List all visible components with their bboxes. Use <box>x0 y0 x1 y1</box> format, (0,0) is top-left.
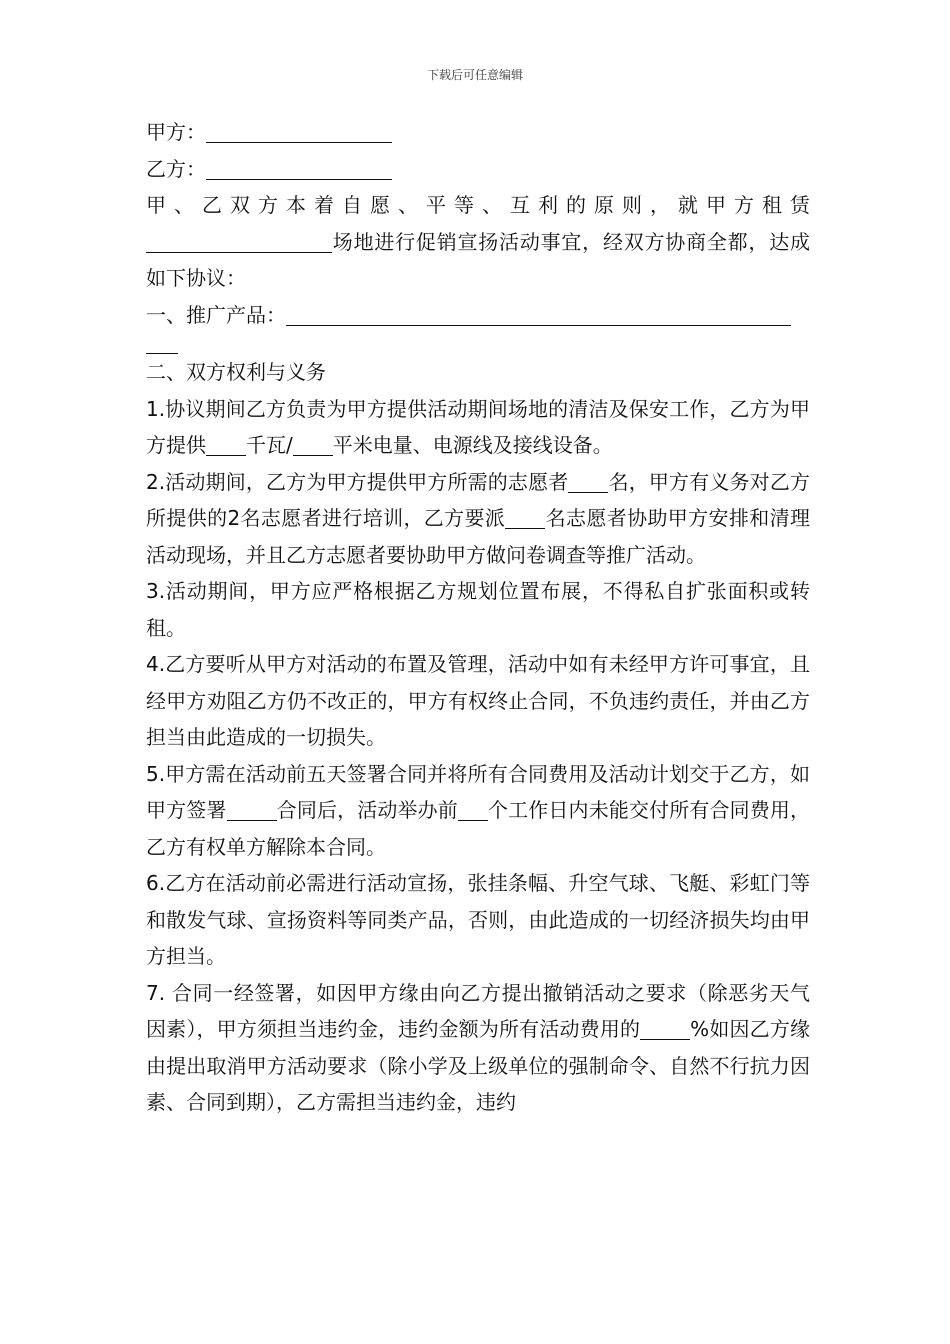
clause-4: 4.乙方要听从甲方对活动的布置及管理，活动中如有未经甲方许可事宜，且经甲方劝阻乙方仍不改正的，甲方有权终止合同，不负违约责任，并由乙方担当由此造成的一切损失。 <box>146 652 810 749</box>
penalty-percent-blank[interactable] <box>640 1019 680 1040</box>
section-product: 一、推广产品： <box>146 297 810 355</box>
party-a-blank[interactable] <box>206 122 392 143</box>
clause-1: 1.协议期间乙方负责为甲方提供活动期间场地的清洁及保安工作，乙方为甲方提供 千瓦/ 平米电量、电源线及接线设备。 <box>146 396 810 457</box>
clause-6: 6.乙方在活动前必需进行活动宣扬，张挂条幅、升空气球、飞艇、彩虹门等和散发气球、宣扬资料等同类产品，否则，由此造成的一切经济损失均由甲方担当。 <box>146 871 810 968</box>
clause-7: 7. 合同一经签署，如因甲方缘由向乙方提出撤销活动之要求（除恶劣天气因素），甲方须担当违约金，违约金额为所有活动费用的 %如因乙方缘由提出取消甲方活动要求（除小学及上级单位的强制命令、自然不行抗力因素、合同到期），乙方需担当违约金，违约 <box>146 980 810 1114</box>
workday-blank[interactable] <box>458 800 488 821</box>
product-blank[interactable] <box>286 305 791 326</box>
party-a-line: 甲方： <box>146 114 810 151</box>
venue-blank[interactable] <box>146 232 332 253</box>
page-header-note: 下载后可任意编辑 <box>426 68 523 82</box>
clause-3: 3.活动期间，甲方应严格根据乙方规划位置布展，不得私自扩张面积或转租。 <box>146 579 810 640</box>
power-kw-blank[interactable] <box>206 435 246 456</box>
intro-paragraph: 甲、乙双方本着自愿、平等、互利的原则，就甲方租赁场地进行促销宣扬活动事宜，经双方协商全都，达成如下协议： <box>146 193 810 290</box>
contract-body <box>146 114 810 1121</box>
clause-5: 5.甲方需在活动前五天签署合同并将所有合同费用及活动计划交于乙方，如甲方签署 合同后，活动举办前 个工作日内未能交付所有合同费用，乙方有权单方解除本合同。 <box>146 761 811 859</box>
party-b-line: 乙方： <box>146 151 810 188</box>
product-blank-cont[interactable] <box>146 333 178 354</box>
assign-volunteer-blank[interactable] <box>505 508 545 529</box>
area-blank[interactable] <box>293 435 333 456</box>
clause-2: 2.活动期间，乙方为甲方提供甲方所需的志愿者 名，甲方有义务对乙方所提供的2名志愿者进行培训，乙方要派 名志愿者协助甲方安排和清理活动现场，并且乙方志愿者要协助甲方做问卷调查等推广活动。 <box>146 469 810 567</box>
penalty-percent-blank-cont[interactable] <box>680 1019 690 1040</box>
volunteer-count-blank[interactable] <box>568 472 608 493</box>
party-b-blank[interactable] <box>206 159 392 180</box>
section-rights-heading: 二、双方权利与义务 <box>146 360 326 384</box>
sign-blank[interactable] <box>227 800 277 821</box>
